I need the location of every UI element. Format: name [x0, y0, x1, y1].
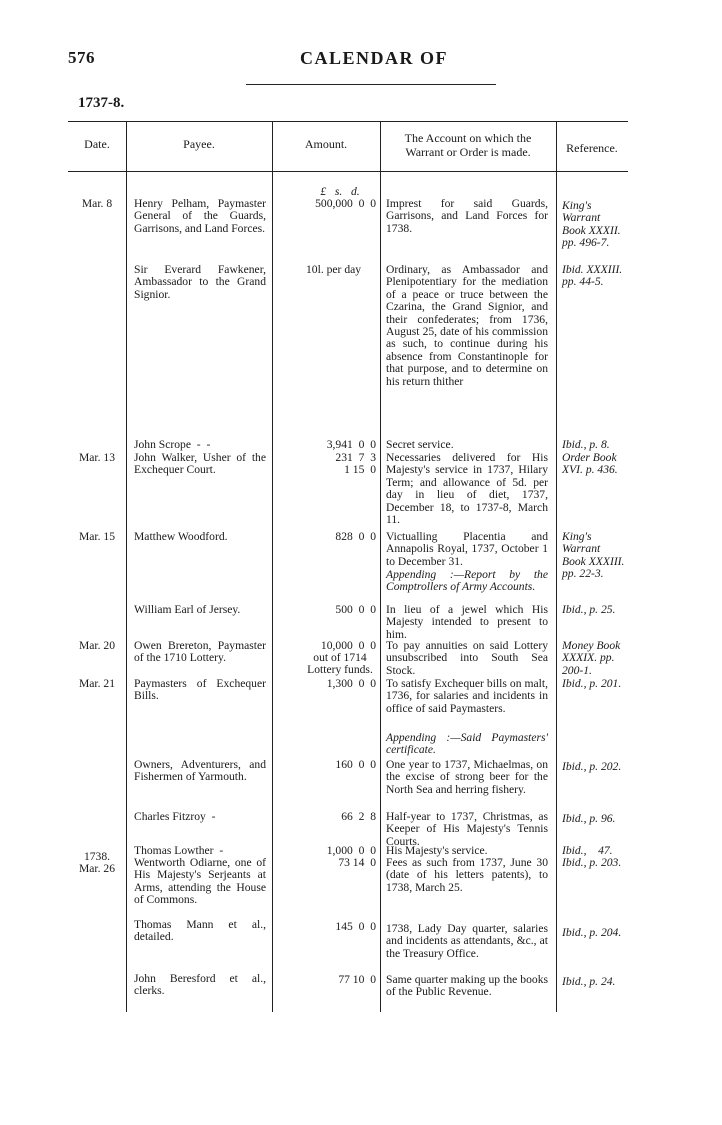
entry-reference: Order Book XVI. p. 436. [562, 451, 618, 477]
entry-date: Mar. 13 [78, 451, 116, 464]
entry-payee: Owen Brereton, Paymaster of the 1710 Lottery. [134, 639, 266, 665]
table-top-rule [68, 121, 628, 122]
entry-reference: Ibid., 47. [562, 844, 613, 857]
entry-reference: Money Book XXXIX. pp. 200-1. [562, 639, 621, 677]
entry-reference: Ibid., p. 96. [562, 812, 616, 825]
entry-reference: Ibid., p. 202. [562, 760, 622, 773]
entry-date: 1738. Mar. 26 [78, 850, 116, 876]
entry-account: To satisfy Exchequer bills on malt, 1736, for salaries and incidents in office of said Paymasters. [386, 677, 548, 715]
entry-date: Mar. 20 [78, 639, 116, 652]
entry-account-note: Appending :—Said Paymasters' certificate. [386, 731, 548, 757]
header-amount: Amount. [304, 137, 348, 151]
entry-account: Half-year to 1737, Christmas, as Keeper of His Majesty's Tennis Courts. [386, 810, 548, 848]
entry-amount-note: out of 1714 Lottery funds. [307, 651, 373, 677]
entry-account: Secret service. [386, 438, 454, 451]
entry-reference: Ibid., p. 25. [562, 603, 616, 616]
entry-amount: 828 0 0 [335, 530, 376, 543]
entry-payee: Henry Pelham, Paymaster General of the Guards, Garrisons, and Land Forces. [134, 197, 266, 235]
entry-payee: Owners, Adventurers, and Fishermen of Yarmouth. [134, 758, 266, 784]
entry-account: Victualling Placentia and Annapolis Royal, 1737, October 1 to December 31. [386, 530, 548, 568]
entry-amount: 500 0 0 [335, 603, 376, 616]
entry-amount: 73 14 0 [338, 856, 376, 869]
entry-account: To pay annuities on said Lottery unsubscribed into South Sea Stock. [386, 639, 548, 677]
year-heading: 1737-8. [78, 95, 125, 111]
column-divider-date [126, 121, 127, 1012]
entry-date: Mar. 8 [81, 197, 113, 210]
entry-reference: King's Warrant Book XXXII. pp. 496-7. [562, 199, 621, 250]
entry-amount: 77 10 0 [338, 973, 376, 986]
entry-reference: Ibid., p. 201. [562, 677, 622, 690]
entry-account: In lieu of a jewel which His Majesty intended to present to him. [386, 603, 548, 641]
entry-amount: 1,000 0 0 [326, 844, 376, 857]
entry-reference: Ibid., p. 204. [562, 926, 622, 939]
entry-amount: 160 0 0 [335, 758, 376, 771]
entry-amount: 10,000 0 0 [320, 639, 376, 652]
entry-account: Imprest for said Guards, Garrisons, and Land Forces for 1738. [386, 197, 548, 235]
page-number: 576 [68, 48, 95, 67]
entry-reference: Ibid., p. 203. [562, 856, 622, 869]
header-payee: Payee. [183, 137, 215, 151]
entry-amount: 1,300 0 0 [326, 677, 376, 690]
entry-amount: 231 7 3 1 15 0 [335, 451, 376, 477]
entry-reference: Ibid. XXXIII. pp. 44-5. [562, 263, 623, 289]
entry-account: 1738, Lady Day quarter, salaries and incidents as attendants, &c., at the Treasury Office. [386, 922, 548, 960]
entry-payee: Charles Fitzroy - [134, 810, 216, 823]
entry-amount: 145 0 0 [335, 920, 376, 933]
entry-date: Mar. 21 [78, 677, 116, 690]
entry-payee: Sir Everard Fawkener, Ambassador to the Grand Signior. [134, 263, 266, 301]
entry-reference: Ibid., p. 8. [562, 438, 610, 451]
header-reference: Reference. [566, 141, 618, 155]
entry-reference: Ibid., p. 24. [562, 975, 616, 988]
title-rule [246, 84, 496, 85]
entry-payee: John Beresford et al., clerks. [134, 972, 266, 998]
entry-payee: John Scrope - - [134, 438, 211, 451]
entry-account: His Majesty's service. [386, 844, 488, 857]
entry-account-note: Appending :—Report by the Comptrollers of Army Accounts. [386, 568, 548, 594]
entry-reference: King's Warrant Book XXXIII. pp. 22-3. [562, 530, 625, 581]
column-divider-account [556, 121, 557, 1012]
entry-amount: 66 2 8 [341, 810, 376, 823]
entry-payee: William Earl of Jersey. [134, 603, 241, 616]
header-date: Date. [84, 137, 110, 151]
entry-account: One year to 1737, Michaelmas, on the excise of strong beer for the North Sea and herring fishery. [386, 758, 548, 796]
header-account: The Account on which the Warrant or Order is made. [404, 131, 532, 159]
column-divider-amount [380, 121, 381, 1012]
currency-units: £ s. d. [320, 185, 360, 198]
entry-payee: Wentworth Odiarne, one of His Majesty's Serjeants at Arms, attending the House of Commons. [134, 856, 266, 907]
running-title: CALENDAR OF [300, 48, 449, 68]
entry-payee: Paymasters of Exchequer Bills. [134, 677, 266, 703]
calendar-table [68, 121, 628, 1012]
entry-payee: Matthew Woodford. [134, 530, 228, 543]
entry-amount: 3,941 0 0 [326, 438, 376, 451]
entry-account: Necessaries delivered for His Majesty's service in 1737, Hilary Term; and allowance of 5d. per day in lieu of diet, 1737, December 18, to 1737-8, March 11. [386, 451, 548, 527]
entry-payee: Thomas Mann et al., detailed. [134, 918, 266, 944]
entry-payee: Thomas Lowther - [134, 844, 224, 857]
entry-date: Mar. 15 [78, 530, 116, 543]
entry-account: Same quarter making up the books of the Public Revenue. [386, 973, 548, 999]
entry-amount: 10l. per day [306, 263, 362, 276]
entry-account: Ordinary, as Ambassador and Plenipotentiary for the mediation of a peace or truce between the Czarina, the Grand Signior, and their confederates; from 1736, August 25, date of his commission as such, to continue during his absence from Constantinople for that purpose, and to determine on his return thither [386, 263, 548, 388]
entry-payee: John Walker, Usher of the Exchequer Court. [134, 451, 266, 477]
entry-account: Fees as such from 1737, June 30 (date of his letters patents), to 1738, March 25. [386, 856, 548, 894]
column-divider-payee [272, 121, 273, 1012]
header-bottom-rule [68, 171, 628, 172]
entry-amount: 500,000 0 0 [315, 197, 376, 210]
